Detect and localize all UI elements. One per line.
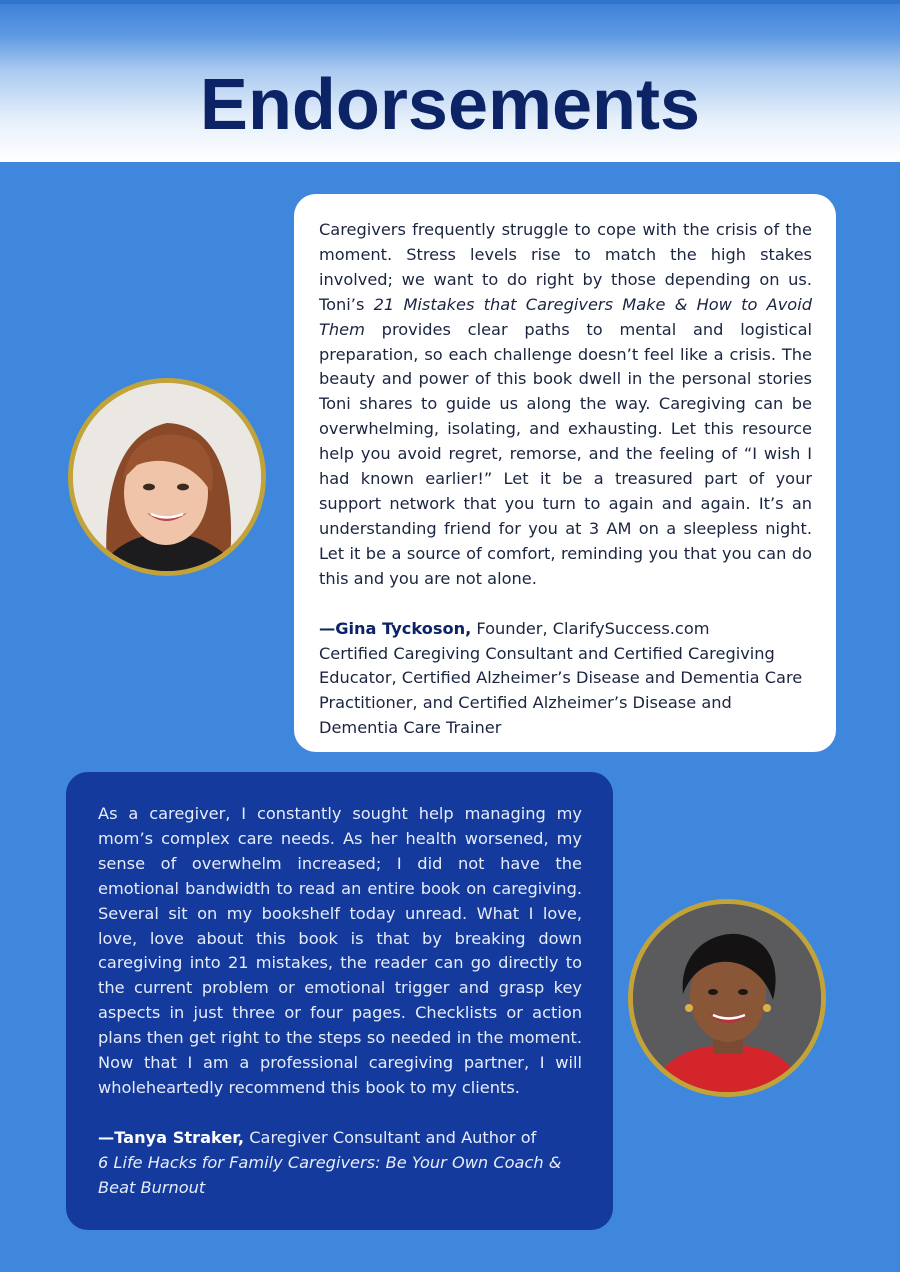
- header-stripe: [0, 0, 900, 4]
- author-name: —Tanya Straker,: [98, 1127, 245, 1147]
- endorsement-quote: [319, 218, 812, 592]
- endorsement-card-tanya: [66, 772, 613, 1230]
- quote-text: provides clear paths to mental and logistical preparation, so each challenge doesn’t feel like a crisis. The beauty and power of this book dwell in the personal stories Toni shares to guide us along the way. Caregiving can be overwhelming, isolating, and exhausting. Let this resource help you avoid regret, remorse, and the feeling of “I wish I had known earlier!” Let it be a treasured part of your support network that you turn to again and again. It’s an understanding friend for you at 3 AM on a sleepless night. Let it be a source of comfort, reminding you that you can do this and you are not alone.: [319, 319, 812, 588]
- author-role: Founder, ClarifySuccess.com: [471, 618, 710, 638]
- author-role: Caregiver Consultant and Author of: [244, 1127, 537, 1147]
- book-title: 21 Mistakes that Caregivers Make & How to Avoid Them: [319, 294, 812, 339]
- author-credentials: Certified Caregiving Consultant and Certified Caregiving Educator, Certified Alzheimer’s Disease and Dementia Care Practitioner, and Certified Alzheimer’s Disease and Dementia Care Trainer: [319, 643, 803, 738]
- headshot-woman-red-top: [633, 904, 821, 1092]
- avatar-gina: [68, 378, 266, 576]
- avatar-tanya: [628, 899, 826, 1097]
- endorsement-card-gina: [294, 194, 836, 752]
- quote-text: Caregivers frequently struggle to cope with the crisis of the moment. Stress levels rise to match the high stakes involved; we want to do right by those depending on us. Toni’s: [319, 220, 812, 314]
- endorsement-attribution: [319, 617, 812, 742]
- page-title: Endorsements: [199, 65, 701, 145]
- header-banner: [0, 0, 900, 162]
- book-title: 6 Life Hacks for Family Caregivers: Be Your Own Coach & Beat Burnout: [98, 1152, 562, 1197]
- endorsement-attribution: [98, 1126, 582, 1201]
- endorsement-quote: As a caregiver, I constantly sought help managing my mom’s complex care needs. As her health worsened, my sense of overwhelm increased; I did not have the emotional bandwidth to read an entire book on caregiving. Several sit on my bookshelf today unread. What I love, love, love about this book is that by breaking down caregiving into 21 mistakes, the reader can go directly to the current problem or emotional trigger and grasp key aspects in just three or four pages. Checklists or action plans then get right to the steps so needed in the moment. Now that I am a professional caregiving partner, I will wholeheartedly recommend this book to my clients.: [98, 804, 582, 1097]
- author-name: —Gina Tyckoson,: [319, 618, 472, 638]
- headshot-woman-red-hair: [73, 383, 261, 571]
